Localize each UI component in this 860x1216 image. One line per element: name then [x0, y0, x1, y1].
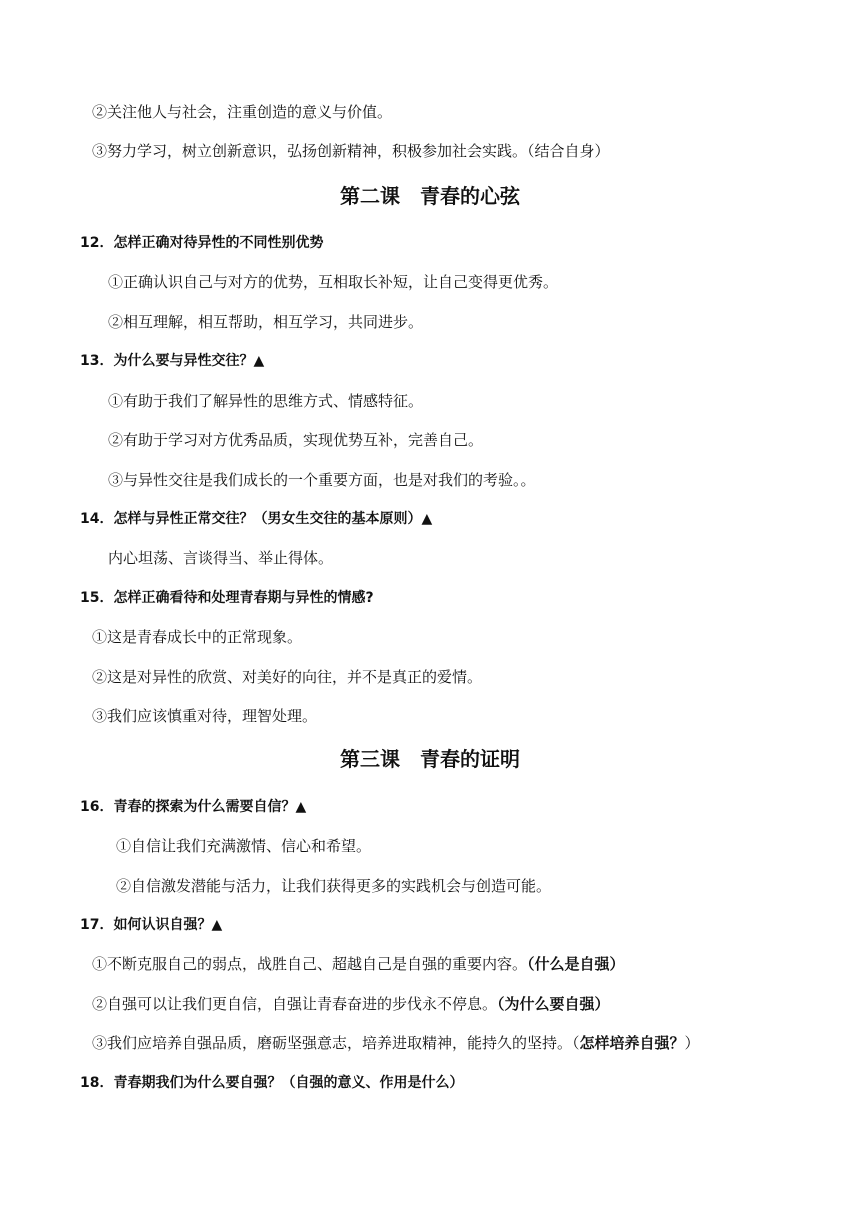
text-line: ②关注他人与社会，注重创造的意义与价值。: [92, 103, 393, 121]
lesson-heading: 第三课 青春的证明: [340, 747, 520, 771]
question-title: 18．青春期我们为什么要自强？（自强的意义、作用是什么）: [80, 1075, 464, 1091]
text-line: ③努力学习，树立创新意识，弘扬创新精神，积极参加社会实践。（结合自身）: [92, 142, 610, 160]
answer-line: ①自信让我们充满激情、信心和希望。: [116, 837, 372, 855]
answer-text: ②自强可以让我们更自信，自强让青春奋进的步伐永不停息。: [92, 995, 498, 1013]
question-title: 13．为什么要与异性交往？▲: [80, 353, 265, 369]
answer-line: ③与异性交往是我们成长的一个重要方面，也是对我们的考验。。: [108, 471, 536, 489]
answer-text: ③我们应培养自强品质，磨砺坚强意志，培养进取精神，能持久的坚持。: [92, 1034, 573, 1052]
answer-line: [92, 954, 625, 974]
answer-text: ①不断克服自己的弱点，战胜自己、超越自己是自强的重要内容。: [92, 955, 528, 973]
paren-open: （: [572, 1034, 580, 1052]
question-title: 12．怎样正确对待异性的不同性别优势: [80, 235, 324, 251]
answer-line: ③我们应该慎重对待，理智处理。: [92, 707, 318, 725]
answer-line: ②有助于学习对方优秀品质，实现优势互补，完善自己。: [108, 431, 484, 449]
answer-line: ①这是青春成长中的正常现象。: [92, 628, 303, 646]
question-title: 14．怎样与异性正常交往？（男女生交往的基本原则）▲: [80, 511, 433, 527]
question-title: 16．青春的探索为什么需要自信？▲: [80, 799, 307, 815]
answer-line: ①有助于我们了解异性的思维方式、情感特征。: [108, 392, 424, 410]
answer-line: [92, 1033, 700, 1053]
answer-line: 内心坦荡、言谈得当、举止得体。: [108, 549, 334, 567]
lesson-heading: 第二课 青春的心弦: [340, 184, 520, 208]
answer-note: 怎样培养自强？: [579, 1034, 685, 1052]
answer-note: （什么是自强）: [527, 955, 625, 973]
question-title: 17．如何认识自强？▲: [80, 917, 223, 933]
answer-note: （为什么要自强）: [497, 995, 610, 1013]
answer-line: ②相互理解，相互帮助，相互学习，共同进步。: [108, 313, 424, 331]
question-title: 15．怎样正确看待和处理青春期与异性的情感?: [80, 590, 374, 606]
answer-line: ②这是对异性的欣赏、对美好的向往，并不是真正的爱情。: [92, 668, 483, 686]
answer-line: ②自信激发潜能与活力，让我们获得更多的实践机会与创造可能。: [116, 877, 552, 895]
answer-line: [92, 994, 610, 1014]
answer-line: ①正确认识自己与对方的优势，互相取长补短，让自己变得更优秀。: [108, 273, 559, 291]
paren-close: ）: [684, 1034, 700, 1052]
